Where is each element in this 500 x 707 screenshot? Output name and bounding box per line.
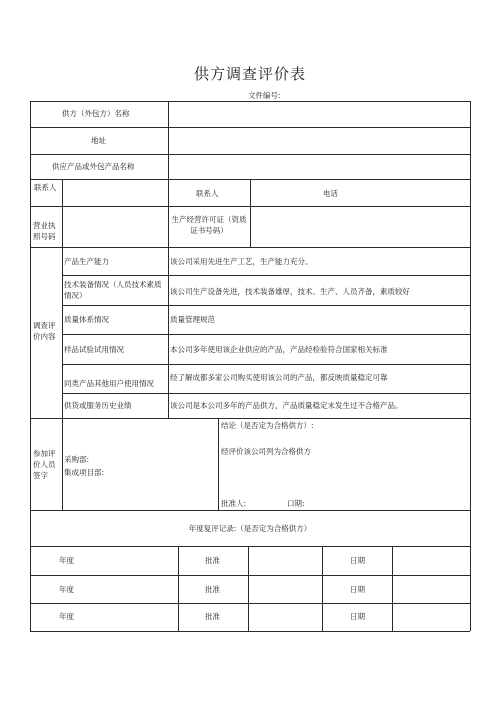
table-border-left [30, 101, 31, 631]
table-vline [218, 418, 219, 510]
review-date-label: 日期 [350, 556, 365, 565]
review-approve-label: 批准 [205, 612, 220, 621]
table-vline [168, 179, 169, 247]
evaluator-signature-label: 参加评价人员签字 [33, 449, 56, 480]
approval-date-label: 口期: [287, 499, 305, 508]
production-license-label: 生产经营许可证（资质证书号码） [171, 215, 247, 235]
page-title: 供方调查评价表 [193, 65, 306, 83]
table-vline [178, 546, 179, 631]
table-vline [168, 247, 169, 418]
contact-label: 联系人 [34, 183, 57, 192]
document-number-label: 文件编号: [248, 91, 281, 100]
survey-item-label: 供货或服务历史业绩 [64, 401, 132, 410]
table-hline [30, 418, 470, 419]
review-year-label: 年度 [59, 612, 74, 621]
survey-item-value: 该公司采用先进生产工艺，生产能力充分。 [170, 257, 313, 266]
survey-item-value: 该公司生产设备先进，技术装备雄厚，技术、生产、人员齐备，素质较好 [170, 287, 410, 296]
table-vline [250, 179, 251, 247]
table-hline [62, 275, 470, 276]
survey-item-label: 同类产品其他用户使用情况 [64, 379, 154, 388]
table-border-right [470, 101, 471, 631]
table-hline [30, 510, 470, 511]
review-date-label: 日期 [350, 612, 365, 621]
review-date-label: 日期 [350, 585, 365, 594]
table-hline [30, 575, 470, 576]
table-vline [62, 247, 63, 418]
phone-label: 电话 [323, 189, 338, 198]
table-hline [30, 546, 470, 547]
supplier-name-label: 供方（外包方）名称 [62, 109, 130, 118]
table-hline [30, 127, 470, 128]
table-vline [392, 546, 393, 631]
survey-item-label: 产品生产能力 [64, 257, 109, 266]
table-hline [62, 305, 470, 306]
product-label: 供应产品或外包产品名称 [52, 162, 135, 171]
table-hline [30, 154, 470, 155]
document-number [248, 90, 281, 101]
table-hline [62, 364, 470, 365]
survey-item-label: 技术装备情况（人员技术素质情况） [64, 280, 162, 300]
table-border-top [30, 101, 470, 102]
review-approve-label: 批准 [205, 556, 220, 565]
table-hline [62, 393, 470, 394]
business-license-label: 营业执照号码 [33, 221, 56, 241]
table-border-bottom [30, 631, 470, 632]
table-vline [62, 179, 63, 247]
review-year-label: 年度 [59, 556, 74, 565]
review-year-label: 年度 [59, 585, 74, 594]
conclusion-text: 经评价该公司列为合格供方 [221, 447, 311, 456]
survey-item-value: 经了解成都多家公司购买使用该公司的产品，都反映质量稳定可靠 [170, 373, 388, 382]
survey-item-label: 质量体系情况 [64, 315, 109, 324]
purchasing-dept-label: 采购部: [64, 455, 90, 464]
survey-item-label: 样品试验试用情况 [64, 345, 124, 354]
survey-item-value: 该公司是本公司多年的产品供方，产品质量稳定未发生过不合格产品。 [170, 401, 403, 410]
annual-review-label: 年度复评记录:（是否定为合格供方） [188, 524, 312, 533]
table-vline [248, 546, 249, 631]
review-approve-label: 批准 [205, 585, 220, 594]
table-vline [168, 101, 169, 179]
contact-label-2: 联系人 [196, 189, 219, 198]
table-vline [322, 546, 323, 631]
table-hline [62, 334, 470, 335]
address-label: 地址 [91, 136, 106, 145]
approver-label: 批准人: [221, 499, 247, 508]
survey-item-value: 本公司多年使用该企业供应的产品，产品经检验符合国家相关标准 [170, 345, 388, 354]
table-hline [30, 247, 470, 248]
survey-item-value: 质量管理规范 [170, 315, 215, 324]
integration-dept-label: 集成项目部: [64, 468, 105, 477]
survey-content-label: 调查评价内容 [33, 321, 56, 341]
table-vline [62, 418, 63, 510]
table-hline [30, 603, 470, 604]
conclusion-label: 结论（是否定为合格供方）: [221, 421, 314, 430]
